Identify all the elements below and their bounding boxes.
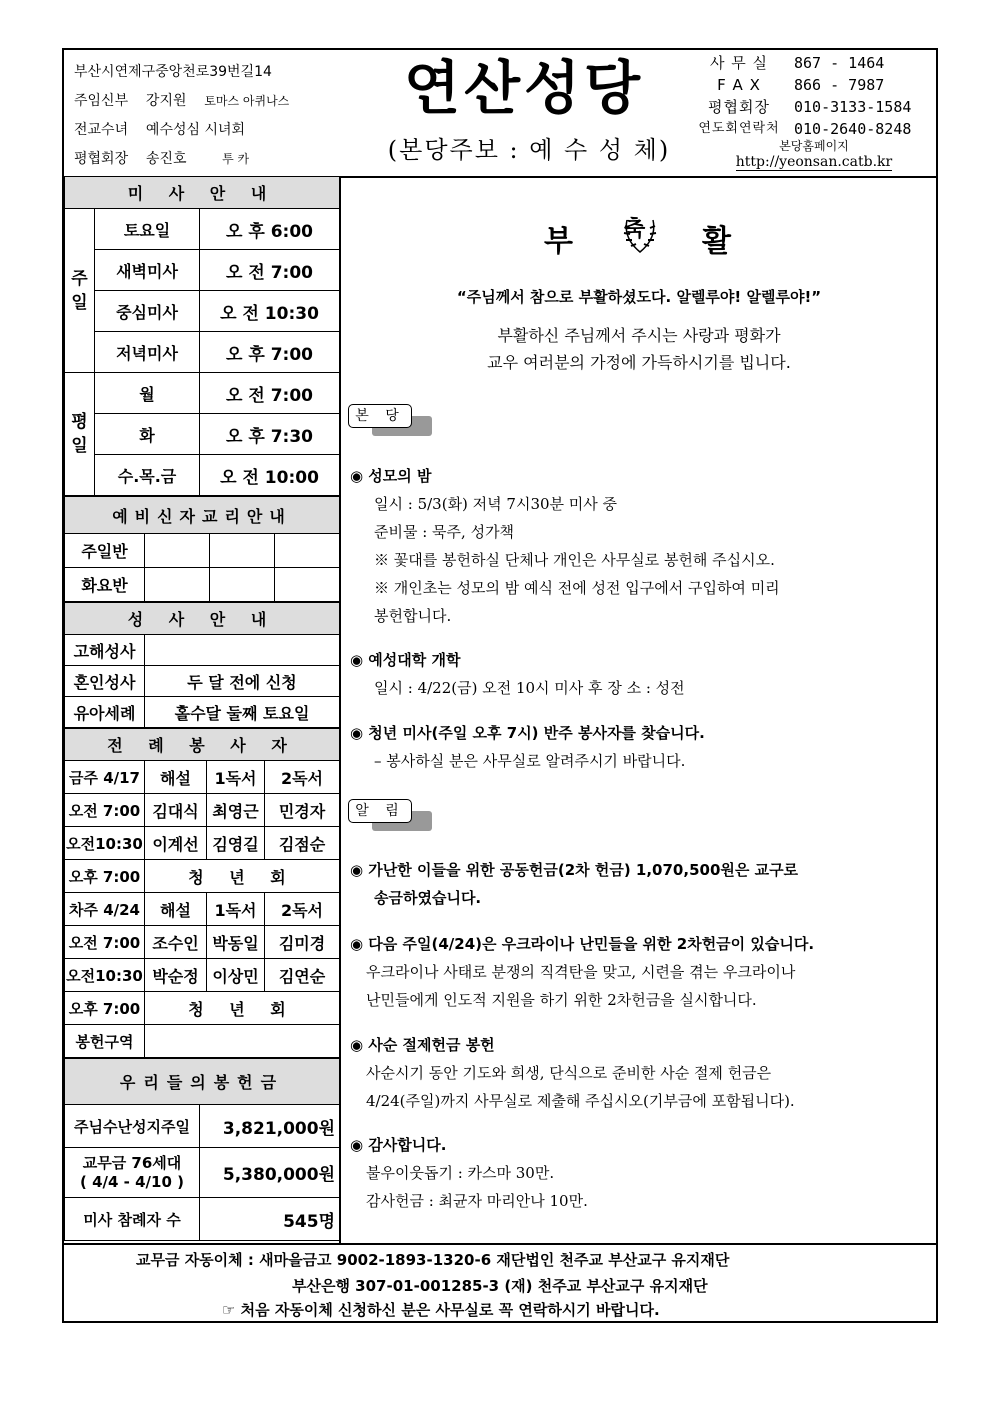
liturgy-youth: 청 년 회 [145, 860, 340, 893]
notice-heading: ◉ 예성대학 개학 [350, 651, 461, 669]
sacrament-value [145, 635, 340, 666]
liturgy-head: 해설 [145, 893, 207, 926]
contact-value: 866 - 7987 [794, 76, 885, 94]
contact-row [684, 74, 934, 96]
liturgy-person: 이계선 [145, 827, 207, 860]
offering-value: 3,821,000원 [200, 1105, 340, 1148]
offering-name: 교무금 76세대 [82, 1153, 182, 1172]
liturgy-person: 최영근 [207, 794, 265, 827]
offering-area-label: 봉헌구역 [65, 1025, 145, 1058]
sacrament-table [64, 602, 340, 728]
sacrament-name: 유아세례 [65, 697, 145, 728]
sunday-label: 주 일 [65, 209, 95, 373]
council-label: 평협회장 [74, 151, 129, 167]
empty-cell [210, 534, 275, 568]
liturgy-head: 2독서 [265, 761, 340, 794]
empty-cell [145, 534, 210, 568]
notice-item [350, 856, 934, 912]
notice-heading-cont: 송금하였습니다. [374, 889, 482, 907]
easter-char-1: 부 [544, 224, 573, 259]
contact-value: 010-2640-8248 [794, 120, 912, 138]
notice-line: 일시 : 5/3(화) 저녁 7시30분 미사 중 [374, 495, 618, 513]
notice-line: ※ 개인초는 성모의 밤 예식 전에 성전 입구에서 구입하여 미리 [374, 579, 780, 597]
mass-name: 저녁미사 [95, 332, 200, 373]
liturgy-person: 김미경 [265, 926, 340, 959]
offering-value: 545명 [200, 1198, 340, 1241]
catechumen-table [64, 496, 340, 602]
catechumen-title: 예비신자교리안내 [65, 497, 340, 534]
liturgy-head: 2독서 [265, 893, 340, 926]
mass-name: 수.목.금 [95, 455, 200, 496]
sacrament-value: 홀수달 둘째 토요일 [145, 697, 340, 728]
contact-row [684, 118, 934, 140]
mass-name: 토요일 [95, 209, 200, 250]
notice-tag: 알 림 [348, 799, 412, 823]
pastor-baptismal: 토마스 아퀴나스 [204, 94, 290, 108]
notice-line: 난민들에게 인도적 지원을 하기 위한 2차헌금을 실시합니다. [366, 991, 757, 1009]
offering-table [64, 1058, 340, 1241]
liturgy-youth: 청 년 회 [145, 992, 340, 1025]
mass-time: 오 후 6:00 [200, 209, 340, 250]
mass-time: 오 후 7:00 [200, 332, 340, 373]
column-divider [339, 176, 341, 1243]
contact-label: 사 무 실 [709, 54, 768, 72]
liturgy-person: 박순정 [145, 959, 207, 992]
mass-title: 미 사 안 내 [65, 177, 340, 209]
contact-row [684, 52, 934, 74]
bulletin-page [62, 48, 938, 1323]
nun-row [74, 116, 364, 145]
notice-item [350, 646, 934, 702]
parish-title: 연산성당 [403, 54, 645, 122]
pastor-row [74, 87, 364, 116]
nun-name: 예수성심 시녀회 [145, 122, 246, 138]
notice-line: 준비물 : 묵주, 성가책 [374, 523, 515, 541]
notice-heading: ◉ 다음 주일(4/24)은 우크라이나 난민들을 위한 2차헌금이 있습니다. [350, 935, 815, 953]
mass-time: 오 전 10:00 [200, 455, 340, 496]
liturgy-person: 민경자 [265, 794, 340, 827]
catechumen-class: 화요반 [65, 568, 145, 602]
homepage [694, 138, 934, 171]
contact-value: 867 - 1464 [794, 54, 885, 72]
liturgy-head: 1독서 [207, 761, 265, 794]
notice-line: ※ 꽃대를 봉헌하실 단체나 개인은 사무실로 봉헌해 주십시오. [374, 551, 775, 569]
mass-time: 오 전 7:00 [200, 250, 340, 291]
liturgy-person: 김영길 [207, 827, 265, 860]
offering-name: 미사 참례자 수 [65, 1198, 200, 1241]
council-name: 송진호 [145, 151, 187, 167]
easter-char-2: 활 [702, 224, 731, 259]
offering-period: ( 4/4 - 4/10 ) [80, 1172, 184, 1191]
offering-title: 우리들의봉헌금 [65, 1059, 340, 1105]
liturgy-time: 오전10:30 [65, 827, 145, 860]
homepage-label: 본당홈페이지 [779, 139, 849, 153]
contact-label: 연도회연락처 [698, 121, 780, 136]
mass-name: 중심미사 [95, 291, 200, 332]
contact-label: F A X [717, 76, 761, 94]
wish-line: 교우 여러분의 가정에 가득하시기를 빕니다. [487, 353, 791, 372]
notice-line: 감사헌금 : 최균자 마리안나 10만. [366, 1192, 588, 1210]
liturgy-title: 전 례 봉 사 자 [65, 729, 340, 761]
catechumen-class: 주일반 [65, 534, 145, 568]
left-column [64, 176, 339, 1241]
notice-item [350, 1131, 934, 1215]
contacts [684, 52, 934, 140]
weekday-label: 평 일 [65, 373, 95, 496]
footer-line: ☞ 처음 자동이체 신청하신 분은 사무실로 꼭 연락하시기 바랍니다. [222, 1301, 660, 1319]
notice-line: 사순시기 동안 기도와 희생, 단식으로 준비한 사순 절제 헌금은 [366, 1064, 772, 1082]
sacrament-name: 혼인성사 [65, 666, 145, 697]
empty-cell [275, 534, 340, 568]
notice-item [350, 1031, 934, 1115]
notice-heading: ◉ 청년 미사(주일 오후 7시) 반주 봉사자를 찾습니다. [350, 724, 705, 742]
mass-time: 오 전 7:00 [200, 373, 340, 414]
notice-line: 4/24(주일)까지 사무실로 제출해 주십시오(기부금에 포함됩니다). [366, 1092, 795, 1110]
notice-item [350, 930, 934, 1014]
contact-row [684, 96, 934, 118]
liturgy-time: 오전 7:00 [65, 794, 145, 827]
nun-label: 전교수녀 [74, 122, 129, 138]
mass-time: 오 전 10:30 [200, 291, 340, 332]
header-left-info [74, 58, 364, 174]
notice-line: 일시 : 4/22(금) 오전 10시 미사 후 장 소 : 성전 [374, 679, 685, 697]
empty-cell [275, 568, 340, 602]
notice-line: 불우이웃돕기 : 카스마 30만. [366, 1164, 555, 1182]
easter-wish [344, 322, 934, 376]
offering-name: 주님수난성지주일 [65, 1105, 200, 1148]
notice-line: 우크라이나 사태로 분쟁의 직격탄을 맞고, 시련을 겪는 우크라이나 [366, 963, 796, 981]
mass-name: 새벽미사 [95, 250, 200, 291]
notice-heading: ◉ 사순 절제헌금 봉헌 [350, 1036, 495, 1054]
sacrament-name: 고해성사 [65, 635, 145, 666]
parish-tag: 본 당 [348, 404, 412, 428]
empty-cell [145, 568, 210, 602]
wish-line: 부활하신 주님께서 주시는 사랑과 평화가 [497, 326, 781, 345]
liturgy-time: 오후 7:00 [65, 860, 145, 893]
council-row [74, 145, 364, 174]
notice-item [350, 462, 934, 630]
contact-value: 010-3133-1584 [794, 98, 912, 116]
mass-name: 화 [95, 414, 200, 455]
mass-table [64, 176, 340, 496]
liturgy-date: 차주 4/24 [65, 893, 145, 926]
liturgy-person: 김점순 [265, 827, 340, 860]
easter-quote: “주님께서 참으로 부활하셨도다. 알렐루야! 알렐루야!” [456, 288, 822, 306]
contact-label: 평협회장 [708, 98, 770, 116]
footer [64, 1243, 936, 1323]
liturgy-head: 해설 [145, 761, 207, 794]
liturgy-person: 조수인 [145, 926, 207, 959]
liturgy-time: 오후 7:00 [65, 992, 145, 1025]
footer-line: 교무금 자동이체 : 새마을금고 9002-1893-1320-6 재단법인 천주교 부산교구 유지재단 [136, 1251, 730, 1269]
notice-heading: ◉ 감사합니다. [350, 1136, 447, 1154]
notice-line: – 봉사하실 분은 사무실로 알려주시기 바랍니다. [374, 752, 686, 770]
easter-heading [524, 208, 754, 258]
mass-time: 오 후 7:30 [200, 414, 340, 455]
notice-heading: ◉ 가난한 이들을 위한 공동헌금(2차 헌금) 1,070,500원은 교구로 [350, 861, 799, 879]
empty-cell [210, 568, 275, 602]
pastor-label: 주임신부 [74, 93, 129, 109]
liturgy-person: 김연순 [265, 959, 340, 992]
pastor-name: 강지원 [145, 93, 187, 109]
sacrament-title: 성 사 안 내 [65, 603, 340, 635]
offering-value: 5,380,000원 [200, 1148, 340, 1198]
notice-item [350, 719, 934, 775]
liturgy-person: 이상민 [207, 959, 265, 992]
header [64, 50, 936, 178]
sacrament-value: 두 달 전에 신청 [145, 666, 340, 697]
parish-subtitle: (본당주보 : 예 수 성 체) [387, 136, 671, 164]
liturgy-date: 금주 4/17 [65, 761, 145, 794]
footer-line: 부산은행 307-01-001285-3 (재) 천주교 부산교구 유지재단 [292, 1277, 708, 1295]
liturgy-person: 김대식 [145, 794, 207, 827]
notice-line: 봉헌합니다. [374, 607, 452, 625]
liturgy-head: 1독서 [207, 893, 265, 926]
empty-cell [145, 1025, 340, 1058]
address: 부산시연제구중앙천로39번길14 [74, 64, 272, 80]
mass-name: 월 [95, 373, 200, 414]
homepage-link[interactable]: http://yeonsan.catb.kr [735, 154, 893, 170]
feast-emblem: 축 [624, 217, 646, 242]
liturgy-person: 박동일 [207, 926, 265, 959]
notice-heading: ◉ 성모의 밤 [350, 467, 432, 485]
liturgy-time: 오전 7:00 [65, 926, 145, 959]
liturgy-table [64, 728, 340, 1058]
council-baptismal: 투 카 [222, 152, 250, 166]
liturgy-time: 오전10:30 [65, 959, 145, 992]
